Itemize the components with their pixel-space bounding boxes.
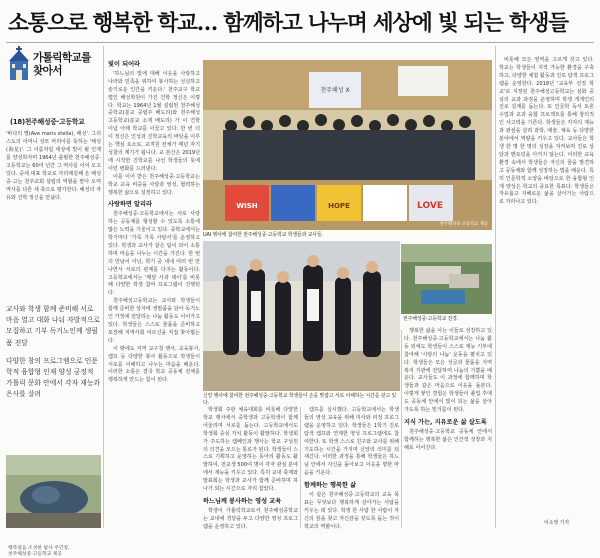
article-column: 비롯해 모든 영역을 고르게 갖고 있다. 학교는 학생들이 지적 가능한 환경을 구축하고, 다양한 체험 활동과 진로 탐색 프로그램을 운영한다. 2018년 '교육부 선정 학교'로 지정된 천주해성고등학교는 심화 중심의 교과 과정을 운영하며 학생 개개인의 진로 설계를 돕는다. 또 인문학 독서 토론 수업과 교과 융합 프로젝트를 통해 창의적인 사고력을 기른다. 학생들은 각자의 재능과 관심을 살려 과학, 예술, 체육 등 다양한 분야에서 역량을 키우고 있다. 교사들은 학생 한 명 한 명의 성장을 지켜보며 진로 상담과 멘토링을 아끼지 않는다. 이러한 교육 환경 속에서 학생들은 자신의 꿈을 발견하고 공동체와 함께 성장하는 법을 배운다. 특히 인문학적 소양을 바탕으로 한 융합형 인재 양성은 학교의 중요한 목표다. 학생들은 자유롭고 지혜로운 삶을 살아가는 사람으로 자라나고 있다. bbox=[499, 57, 594, 206]
campus-photo bbox=[401, 244, 492, 314]
board-word: LOVE bbox=[417, 201, 443, 211]
section-heading: 지식 가는, 지유로운 삶 살도록 bbox=[404, 418, 487, 426]
school-name: (18)천주해성중·고등학교 bbox=[10, 118, 85, 126]
section-heading: 사랑하면 알리라 bbox=[108, 201, 152, 209]
pull-quotes bbox=[6, 304, 101, 434]
pull-quote: 다양한 창의 프로그램으로 인문학적 융합형 인재 양성 궁정적 가톨릭 문화 안에서 각자 재능과 은사를 살려 bbox=[6, 356, 100, 399]
board-word: HOPE bbox=[328, 202, 350, 210]
main-photo-caption: UAI 행사에 참여한 천주해성중·고등학교 학생들과 교사들. bbox=[203, 232, 323, 238]
sidebar bbox=[6, 46, 101, 557]
group-photo bbox=[203, 60, 492, 230]
series-title: 가톨릭학교를 찾아서 bbox=[33, 52, 91, 77]
students-photo bbox=[203, 241, 400, 391]
headline-rule bbox=[6, 42, 594, 43]
screen-text: 천주해성 X bbox=[320, 87, 350, 94]
painted-board bbox=[271, 185, 315, 221]
byline: 이소영 기자 bbox=[544, 520, 570, 526]
article-column: 캠프를 실시했다. 고등학교에서는 학생들의 영성 교육을 위해 미사와 피정 프로그램을 운영하고 있다. 학생들은 1학기 진로 탐색 캠프와 연계한 영성 프로그램에도 참여한다. 또 학생 스스로 친구와 교사를 위해 기도하는 시간을 가지며 신앙의 의미를 되새긴다. 이러한 과정을 통해 학생들은 하느님 안에서 자신을 돌아보고 이웃을 향한 마음을 키운다. 함께하는 행복한 삶 이 같은 천주해성중·고등학교의 교육 목표는 무엇보다 행복하게 살아가는 사람을 키우는 데 있다. 학생 한 사람 한 사람이 자신의 꿈을 찾고 자신감을 갖도록 돕는 것이 학교의 역할이다. bbox=[304, 407, 399, 530]
column-divider bbox=[401, 330, 402, 528]
painted-board bbox=[363, 185, 407, 221]
campus-photo-caption: 천주해성중·고등학교 전경. bbox=[403, 316, 459, 322]
sidebar-intro: '바다의 별(Ave maris stella), 해성'. 그리스도의 어머니 성모 마리아를 뜻하는 '해성(海星)'. 그 이름처럼 세상에 빛이 될 인재를 양성하자며 1964년 출범한 천주해성중·고등학교는 60여 년간 그 역사를 이어 오고 있다. 중세 대표 학교로 자리매김해 온 해성중·고는 천주교회 설립의 역할을 맡아 오며 역사를 다른 세 축으로 평가한다. 해성의 자유와 건학 정신을 만났다. bbox=[6, 131, 101, 201]
column-divider bbox=[300, 407, 301, 528]
section-heading: 빛이 되어라 bbox=[108, 61, 141, 68]
article-column: 학생회 주관 체육대회를 비롯해 다양한 학교 행사에서 중학생과 고등학생이 함께 어울리며 서로를 돕는다. 고등학교에서도 학생회 중심 자치 활동이 활발하다. 학생회가 주도하는 캠페인과 행사는 학교 구성원의 의견을 모으는 통로가 된다. 학생들이 스스로 기획하고 운영하는 동아리 활동도 활발하여, 전교생 500여 명이 각자 관심 분야에서 재능을 키우고 있다. 특히 교내 축제와 발표회는 학생과 교사가 함께 준비하며 하나가 되는 시간으로 자리 잡았다. 하느님께 봉사하는 영성 교육 학생이 가톨릭학교로서 천주해성중학교는 교내에 경당을 두고 다양한 영성 프로그램을 운영하고 있다. bbox=[203, 407, 298, 530]
section-heading: 하느님께 봉사하는 영성 교육 bbox=[203, 497, 282, 505]
column-divider bbox=[495, 46, 496, 528]
section-heading: 함께하는 행복한 삶 bbox=[304, 482, 357, 490]
sculpture-caption: 행복걸음 조성한 탐사 주인장, 천주해성중·고등학교 제공 bbox=[8, 546, 70, 557]
series-logo bbox=[6, 46, 101, 116]
students-photo-caption: 신앙 행사에 참여한 천주해성중·고등학교 학생들이 손을 맞잡고 서로 이해하는 시간을 갖고 있다. bbox=[203, 393, 397, 406]
column-divider bbox=[103, 46, 104, 528]
article-column: 빛이 되어라 '하느님의 빛에 대해 이웃을 사랑하고 나라와 민족을 위하여 봉사하는 성실하고 슬기로운 인간을 키운다.' 천주교구 학교법인 해성학원이 가진 건학 정신은 이렇다. 학교는 1964년 1월 설립된 천주해성중학교(분교 공립주 배도리)와 천주해성고등학교(분교 소재 배도리) 가 이 건학 이념 아래 학교를 이끌고 있다. 한 번 더 이 정신은 인성과 진학교육의 바탕을 이루는 핵심 요소로, 교직원 전체가 매년 자기 성찰의 계기가 됩니다. 교 본산은 2019년에 시작한 진학교를 나선 학생들의 뜻에 이런 변화를 드러낸다. 이를 이어 받은 천주해성중·고등학교는 학교 교육 비중을 사랑과 영성, 협력하는 행복한 삶으로 설정하고 있다. 사랑하면 알리라 천주해성중·고등학교에서는 서로 사랑하는 공동체를 형성할 수 있도록 소통에 많은 노력을 기울이고 있다. 중학교에서는 학기마다 '가족 가족 사랑서'를 운영하고 있다. 학생과 교사가 같은 팀이 되어 소통하며 마음을 나누는 시간을 가진다. 한 번의 만남이 아닌, 학기 중 내내 여러 번 만나면서 서로의 관계를 다지는 활동이다. 고등학교에서는 '매달 사과 데이'를 비롯해 다양한 학생 참여 프로그램이 진행된다. 천주해성고등학교는 교사와 학생들이 함께 준비한 상자에 생필품을 담아 독거노인 가정에 전달하는 나눔 활동도 이어가고 있다. 학생들은 스스로 물품을 준비하고 포장해 지역사회 어르신을 직접 찾아뵙는다. 이 밖에도 지역 교구청 행사, 교육봉사, 캠프 등 다양한 봉사 활동으로 학생들이 서로를 이해하고 나누는 마음을 배운다. 이러한 소통은 결국 학교 공동체 전체를 행복하게 만드는 힘이 된다. bbox=[108, 61, 200, 384]
pull-quote: 교사와 학생 함께 준비해 서로 마음 열고 대화 나눠 자발적으로 모집하고 기부 독거노인께 생필품 전달 bbox=[6, 305, 100, 347]
article-headline: 소통으로 행복한 학교… 함께하고 나누며 세상에 빛 되는 학생들 bbox=[8, 11, 568, 36]
article-column: 행복한 삶을 사는 이들로 성장하고 있다. 천주해성중·고등학교에서는 나눔 활동 외에도 학생들이 스스로 재능 기부에 참여해 '사랑의 나눔' 운동을 펼치고 있다. 학생들은 모은 성금과 물품을 지역 복지 기관에 전달하며 나눔의 기쁨을 배운다. 교사들도 이 과정에 함께하며 학생들과 같은 마음으로 이웃을 돌본다. 이렇게 쌓인 경험은 학생들이 졸업 후에도 공동체 안에서 빛이 되는 삶을 살아가도록 하는 밑거름이 된다. 지식 가는, 지유로운 삶 살도록 천주해성중·고등학교 공동체 안에서 함께하는 행복한 삶은 인간적 성장과 지혜로 이어진다. bbox=[404, 328, 492, 451]
sculpture-photo bbox=[6, 455, 101, 528]
photo-credit: 천주해성중·고등학교 제공 bbox=[439, 222, 488, 227]
board-word: WISH bbox=[236, 202, 258, 210]
